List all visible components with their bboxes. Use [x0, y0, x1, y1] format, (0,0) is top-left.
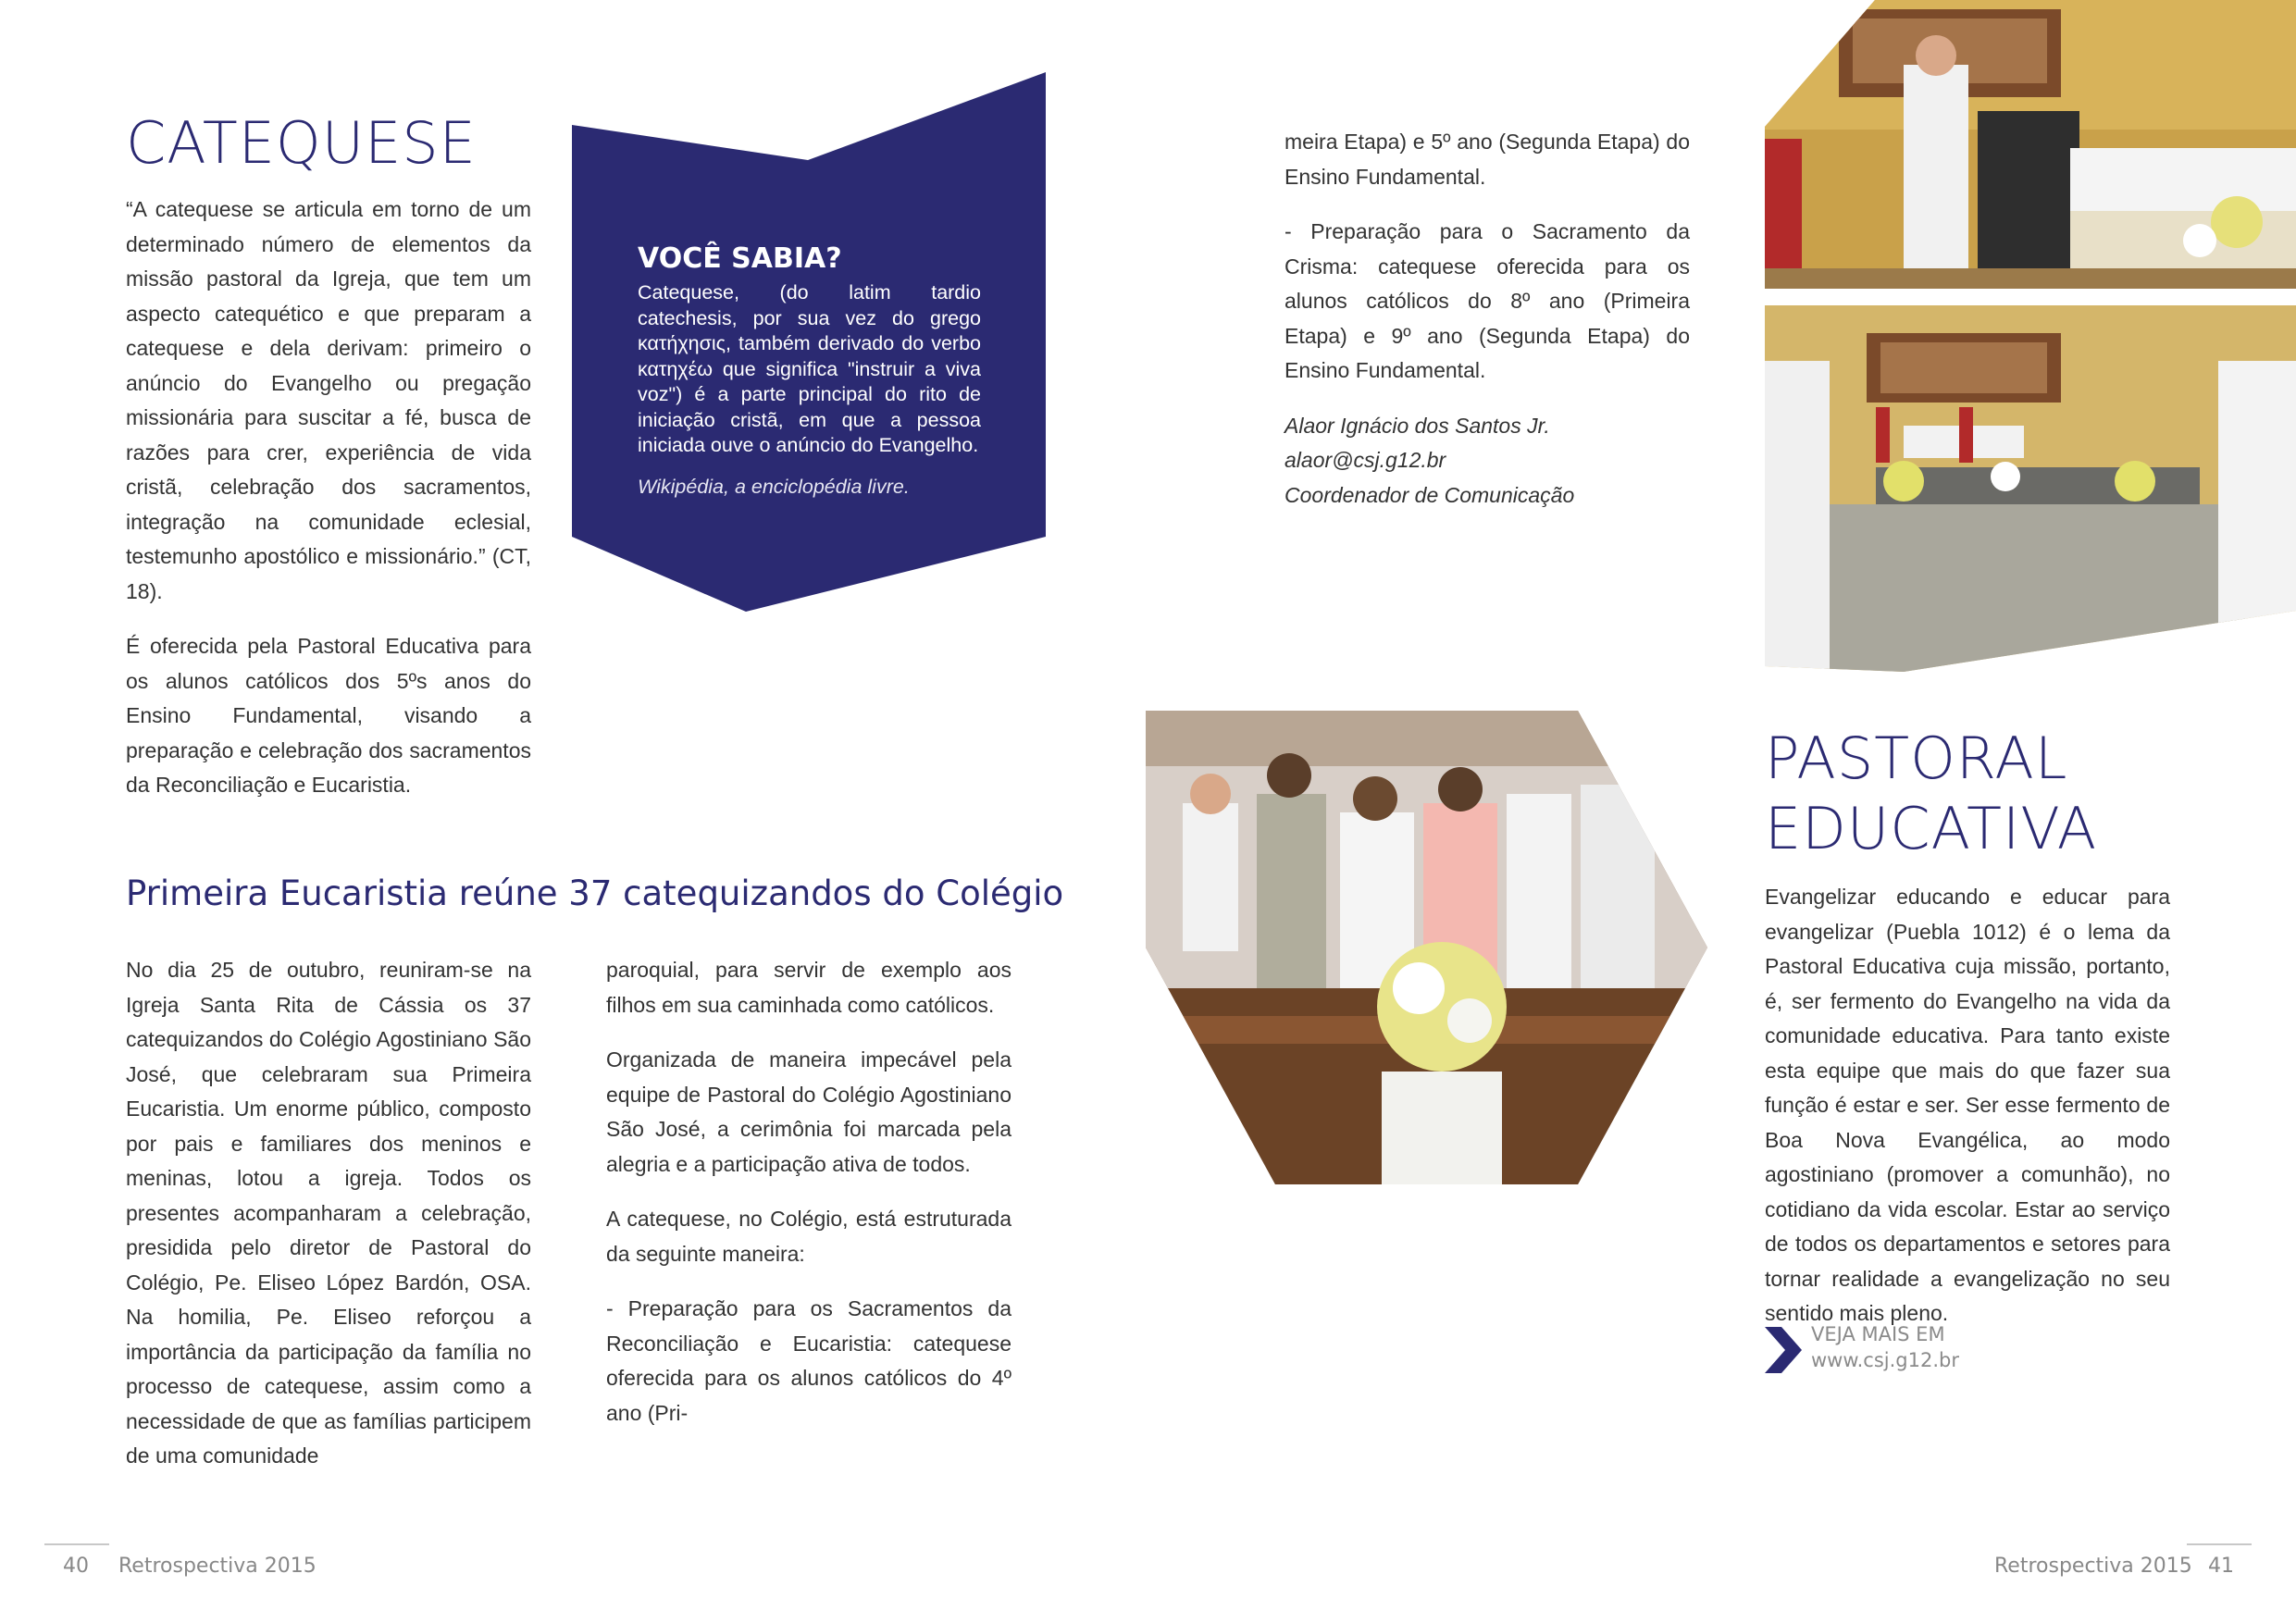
article-paragraph: - Preparação para os Sacramentos da Reconciliação e Eucaristia: catequese oferecida para os alunos católicos do 4º ano (Pri- — [606, 1296, 1011, 1425]
footer-title-left: Retrospectiva 2015 — [118, 1555, 316, 1578]
catequese-body — [126, 192, 531, 824]
pastoral-body — [1765, 880, 2170, 1352]
callout-box — [638, 242, 981, 499]
article-column-3 — [1285, 125, 1690, 513]
author-signature — [1285, 409, 1690, 514]
article-paragraph: A catequese, no Colégio, está estruturada da seguinte maneira: — [606, 1207, 1011, 1266]
pastoral-title — [1765, 724, 2097, 864]
article-paragraph: - Preparação para o Sacramento da Crisma: catequese oferecida para os alunos católicos do 8º ano (Primeira Etapa) e 9º ano (Segunda Etapa) do Ensino Fundamental. — [1285, 219, 1690, 382]
arrow-right-icon — [1765, 1327, 1802, 1373]
callout-title: VOCÊ SABIA? — [638, 242, 842, 275]
more-info-label: VEJA MAIS EM — [1811, 1323, 1945, 1345]
author-email: alaor@csj.g12.br — [1285, 448, 1446, 472]
footer-rule-right — [2187, 1543, 2252, 1545]
page-number-left: 40 — [63, 1555, 89, 1578]
more-info-link[interactable] — [1765, 1321, 2005, 1379]
article-paragraph: paroquial, para servir de exemplo aos filhos em sua caminhada como católicos. — [606, 958, 1011, 1017]
article-paragraph: No dia 25 de outubro, reuniram-se na Igreja Santa Rita de Cássia os 37 catequizandos do Colégio Agostiniano São José, que celebraram sua Primeira Eucaristia. Um enorme público, composto por pais e familiares dos meninos e meninas, lotou a igreja. Todos os presentes acompanharam a celebração, presidida pelo diretor de Pastoral do Colégio, Pe. Eliseo López Bardón, OSA. Na homilia, Pe. Eliseo reforçou a importância da participação da família no processo de catequese, assim como a necessidade de que as famílias participem de uma comunidade — [126, 958, 531, 1468]
author-name: Alaor Ignácio dos Santos Jr. — [1285, 413, 1550, 438]
article-column-1 — [126, 953, 531, 1494]
callout-source: Wikipédia, a enciclopédia livre. — [638, 475, 910, 498]
pastoral-text: Evangelizar educando e educar para evangelizar (Puebla 1012) é o lema da Pastoral Educativa cuja missão, portanto, é, ser fermento do Evangelho na vida da comunidade educativa. Para tanto existe esta equipe que mais do que fazer sua função é estar e ser. Ser esse fermento de Boa Nova Evangélica, ao modo agostiniano (promover a comunhão), no cotidiano da vida escolar. Estar ao serviço de todos os departamentos e setores para tornar realidade a evangelização no seu sentido mais pleno. — [1765, 885, 2170, 1325]
footer-title-right: Retrospectiva 2015 — [1994, 1555, 2192, 1578]
callout-text: Catequese, (do latim tardio catechesis, por sua vez do grego κατήχησις, também derivado do verbo κατηχέω que significa "instruir a viva voz") é a parte principal do rito de iniciação cristã, em que a pessoa iniciada ouve o anúncio do Evangelho. — [638, 281, 981, 456]
pastoral-title-line1: PASTORAL — [1765, 725, 2068, 792]
article-column-2 — [606, 953, 1011, 1451]
pastoral-title-line2: EDUCATIVA — [1765, 795, 2098, 862]
author-role: Coordenador de Comunicação — [1285, 482, 1575, 507]
article-title: Primeira Eucaristia reúne 37 catequizandos do Colégio — [126, 873, 1064, 913]
catequese-paragraph: É oferecida pela Pastoral Educativa para os alunos católicos dos 5ºs anos do Ensino Fundamental, visando a preparação e celebração dos sacramentos da Reconciliação e Eucaristia. — [126, 634, 531, 797]
article-paragraph: Organizada de maneira impecável pela equipe de Pastoral do Colégio Agostiniano São José, a cerimônia foi marcada pela alegria e a participação ativa de todos. — [606, 1047, 1011, 1176]
footer-rule-left — [44, 1543, 109, 1545]
page-number-right: 41 — [2208, 1555, 2234, 1578]
catequese-title: CATEQUESE — [126, 109, 477, 177]
photo-priest-altar — [1765, 0, 2296, 289]
article-paragraph: meira Etapa) e 5º ano (Segunda Etapa) do Ensino Fundamental. — [1285, 130, 1690, 189]
photo-church-nave — [1765, 305, 2296, 672]
photo-students-hexagon — [1146, 711, 1707, 1184]
more-info-url: www.csj.g12.br — [1811, 1349, 1959, 1371]
catequese-paragraph: “A catequese se articula em torno de um determinado número de elementos da missão pastoral da Igreja, que tem um aspecto catequético e que preparam a catequese e dela derivam: primeiro o anúncio do Evangelho ou pregação missionária para suscitar a fé, busca de razões para crer, experiência de vida cristã, celebração dos sacramentos, integração na comunidade eclesial, testemunho apostólico e missionário.” (CT, 18). — [126, 197, 531, 603]
